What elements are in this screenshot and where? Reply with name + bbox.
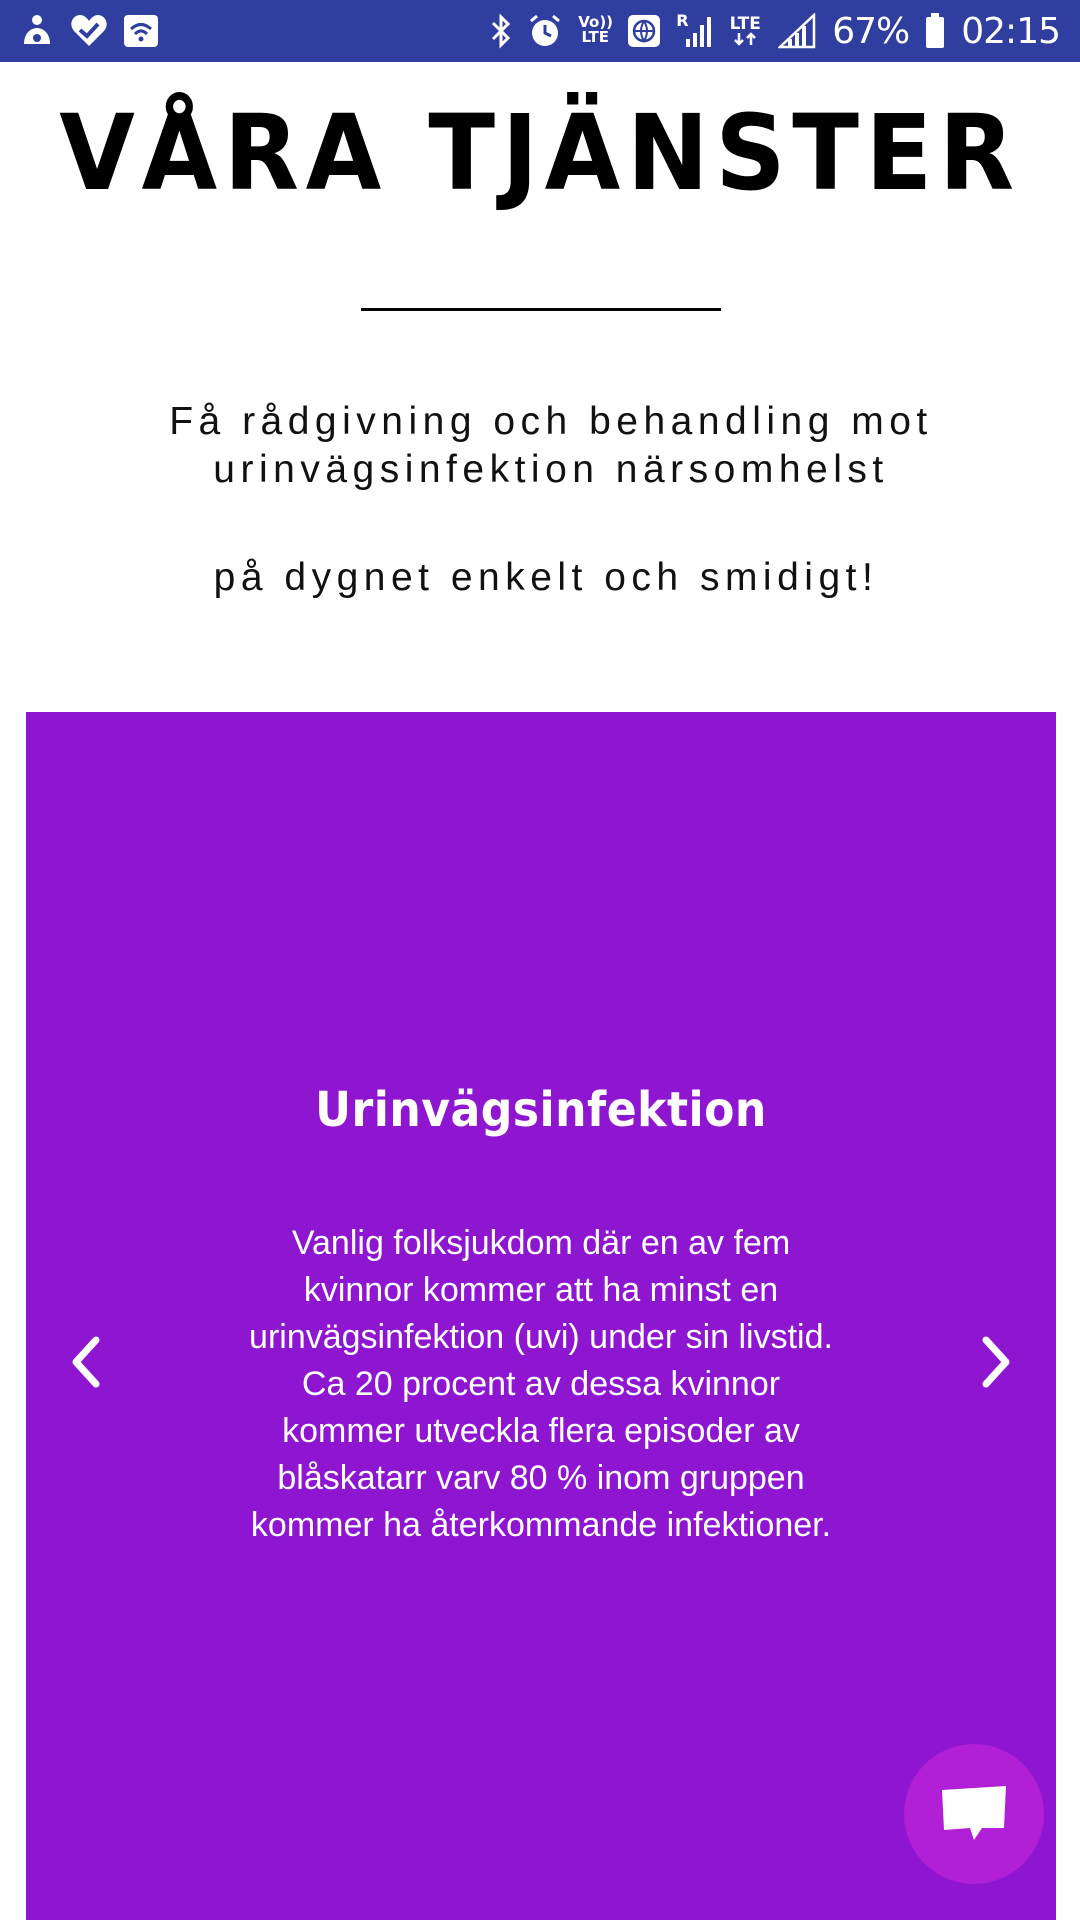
health-icon: [70, 11, 108, 51]
wifi-icon: [124, 11, 158, 51]
chat-icon: [938, 1782, 1010, 1846]
alarm-icon: [528, 11, 562, 51]
status-right-icons: [490, 11, 1060, 52]
status-left-icons: [20, 11, 158, 51]
service-description: Vanlig folksjukdom där en av fem kvinnor kommer att ha minst en urinvägsinfektion (uvi) under sin livstid. Ca 20 procent av dessa kvinnor kommer utveckla flera episoder av blåskatarr varv 80 % inom gruppen kommer ha återkommande infektioner.: [249, 1224, 833, 1544]
intro-line-1: Få rådgivning och behandling mot: [169, 400, 933, 443]
battery-icon: [925, 11, 945, 51]
lte-data-icon: [728, 11, 762, 51]
service-title: Urinvägsinfektion: [315, 1082, 767, 1138]
roaming-label: R: [676, 11, 689, 30]
page-title: VÅRA TJÄNSTER: [59, 92, 1021, 214]
globe-icon: [628, 11, 660, 51]
bluetooth-icon: [490, 11, 512, 51]
carousel-prev-button[interactable]: [56, 1322, 116, 1402]
battery-percent: 67%: [832, 10, 910, 52]
service-carousel: [26, 712, 1056, 1920]
lte-label: LTE: [729, 13, 761, 34]
chat-button[interactable]: [904, 1744, 1044, 1884]
chevron-left-icon: [68, 1334, 104, 1390]
chevron-right-icon: [978, 1334, 1014, 1390]
intro-text: [0, 398, 1080, 494]
intro-line-2: urinvägsinfektion närsomhelst: [213, 448, 889, 491]
accessibility-icon: [20, 11, 54, 51]
carousel-next-button[interactable]: [966, 1322, 1026, 1402]
volte-icon: Vo)) LTE: [578, 13, 614, 46]
signal-icon: [778, 11, 816, 51]
signal-roaming-icon: [676, 11, 712, 51]
clock: 02:15: [961, 10, 1060, 52]
intro-line-3: på dygnet enkelt och smidigt!: [213, 556, 879, 599]
title-divider: [361, 308, 721, 311]
status-bar: [0, 0, 1080, 62]
